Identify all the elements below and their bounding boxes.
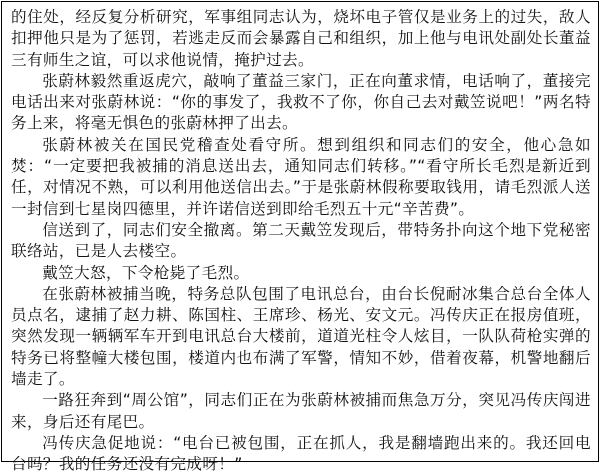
paragraph: 张蔚林被关在国民党稽查处看守所。想到组织和同志们的安全，他心急如焚：“一定要把我被捕的消息送出去，通知同志们转移。”“看守所长毛烈是新近到任，对情况不熟，可以利用他送信出去。”于是张蔚林假称要取钱用，请毛烈派人送一封信到七星岗四德里，并许诺信送到即给毛烈五十元“辛苦费”。 <box>11 135 591 218</box>
paragraph: 一路狂奔到“周公馆”，同志们正在为张蔚林被捕而焦急万分，突见冯传庆闯进来，身后还有尾巴。 <box>11 391 591 431</box>
paragraph: 的住处，经反复分析研究，军事组同志认为，烧坏电子管仅是业务上的过失，敌人扣押他只是为了惩罚，若逃走反而会暴露自己和组织，加上他与电讯处副处长董益三有师生之谊，可以求他说情，掩护过去。 <box>11 8 591 69</box>
paragraph: 在张蔚林被捕当晚，特务总队包围了电讯总台，由台长倪耐冰集合总台全体人员点名，逮捕了赵力耕、陈国柱、王席珍、杨光、安文元。冯传庆正在报房值班，突然发现一辆辆军车开到电讯总台大楼前，道道光柱令人炫目，一队队荷枪实弹的特务已将整幢大楼包围，楼道内也布满了军警，情知不妙，借着夜幕，机警地翻后墙走了。 <box>11 284 591 389</box>
paragraph: 戴笠大怒，下令枪毙了毛烈。 <box>42 263 250 282</box>
paragraph: 冯传庆急促地说：“电台已被包围，正在抓人，我是翻墙跑出来的。我还回电台吗？我的任务还没有完成呀！” <box>11 433 591 474</box>
paragraph: 信送到了，同志们安全撤离。第二天戴笠发现后，带特务扑向这个地下党秘密联络站，已是人去楼空。 <box>11 220 591 261</box>
paragraph: 张蔚林毅然重返虎穴，敲响了董益三家门，正在向董求情，电话响了，董接完电话出来对张蔚林说：“你的事发了，我救不了你，你自己去对戴笠说吧！”两名特务上来，将毫无惧色的张蔚林押了出去。 <box>11 71 591 133</box>
document-page <box>1 1 599 474</box>
